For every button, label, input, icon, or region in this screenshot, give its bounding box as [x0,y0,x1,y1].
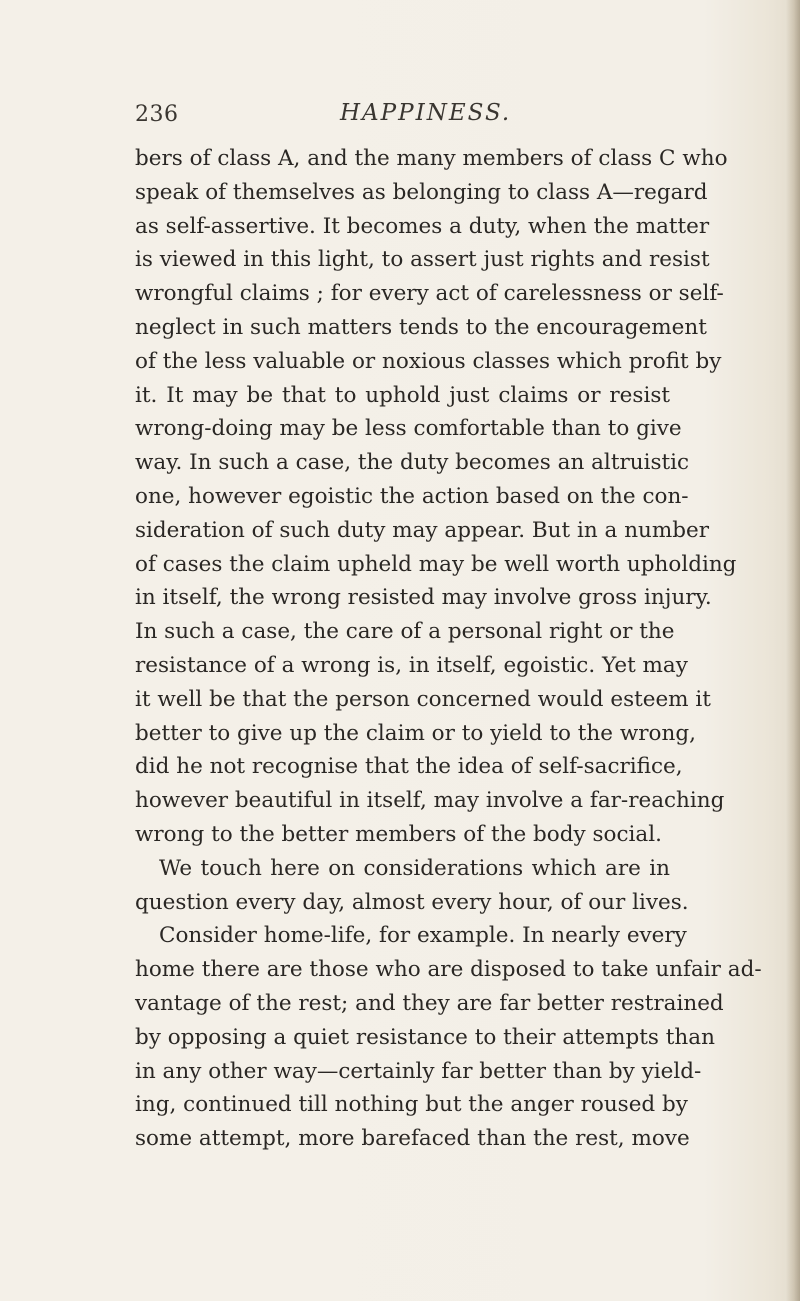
text-line: way. In such a case, the duty becomes an altruistic [135,450,690,476]
text-line: ing, continued till nothing but the anger roused by [135,1092,688,1118]
page-number: 236 [135,102,179,127]
text-line: sideration of such duty may appear. But in a number [135,517,710,543]
page-edge-shadow [786,0,800,1301]
text-line: in itself, the wrong resisted may involve gross injury. [135,585,712,611]
running-title: HAPPINESS. [340,100,512,126]
text-line: neglect in such matters tends to the encouragement [135,314,707,340]
text-line: We touch here on considerations which are in [159,855,670,881]
text-line: wrong-doing may be less comfortable than to give [135,416,682,442]
text-line: however beautiful in itself, may involve a far-reaching [135,788,725,814]
text-line: speak of themselves as belonging to class A—regard [135,179,708,205]
text-line: of cases the claim upheld may be well worth upholding [135,551,737,577]
text-line: is viewed in this light, to assert just rights and resist [135,247,710,273]
running-head [135,96,670,132]
text-line: better to give up the claim or to yield to the wrong, [135,720,696,746]
text-line: in any other way—certainly far better than by yield- [135,1058,702,1084]
text-line: bers of class A, and the many members of class C who [135,146,728,171]
text-line: it well be that the person concerned would esteem it [135,686,711,712]
text-line: question every day, almost every hour, of our lives. [135,889,689,915]
text-line: Consider home-life, for example. In nearly every [159,923,687,949]
text-line: In such a case, the care of a personal right or the [135,619,675,645]
text-line: wrong to the better members of the body social. [135,821,662,847]
text-line: vantage of the rest; and they are far better restrained [135,990,724,1016]
text-line: as self-assertive. It becomes a duty, when the matter [135,213,710,239]
text-line: some attempt, more barefaced than the rest, move [135,1126,690,1152]
text-line: one, however egoistic the action based on the con- [135,483,689,509]
text-line: home there are those who are disposed to take unfair ad- [135,957,762,983]
text-line: resistance of a wrong is, in itself, egoistic. Yet may [135,652,688,678]
text-line: did he not recognise that the idea of self-sacrifice, [135,754,683,780]
text-line: of the less valuable or noxious classes which profit by [135,348,722,374]
text-line: it. It may be that to uphold just claims or resist [135,382,670,408]
text-line: wrongful claims ; for every act of carelessness or self- [135,281,724,307]
body-text [135,142,762,1156]
text-line: by opposing a quiet resistance to their attempts than [135,1024,715,1050]
